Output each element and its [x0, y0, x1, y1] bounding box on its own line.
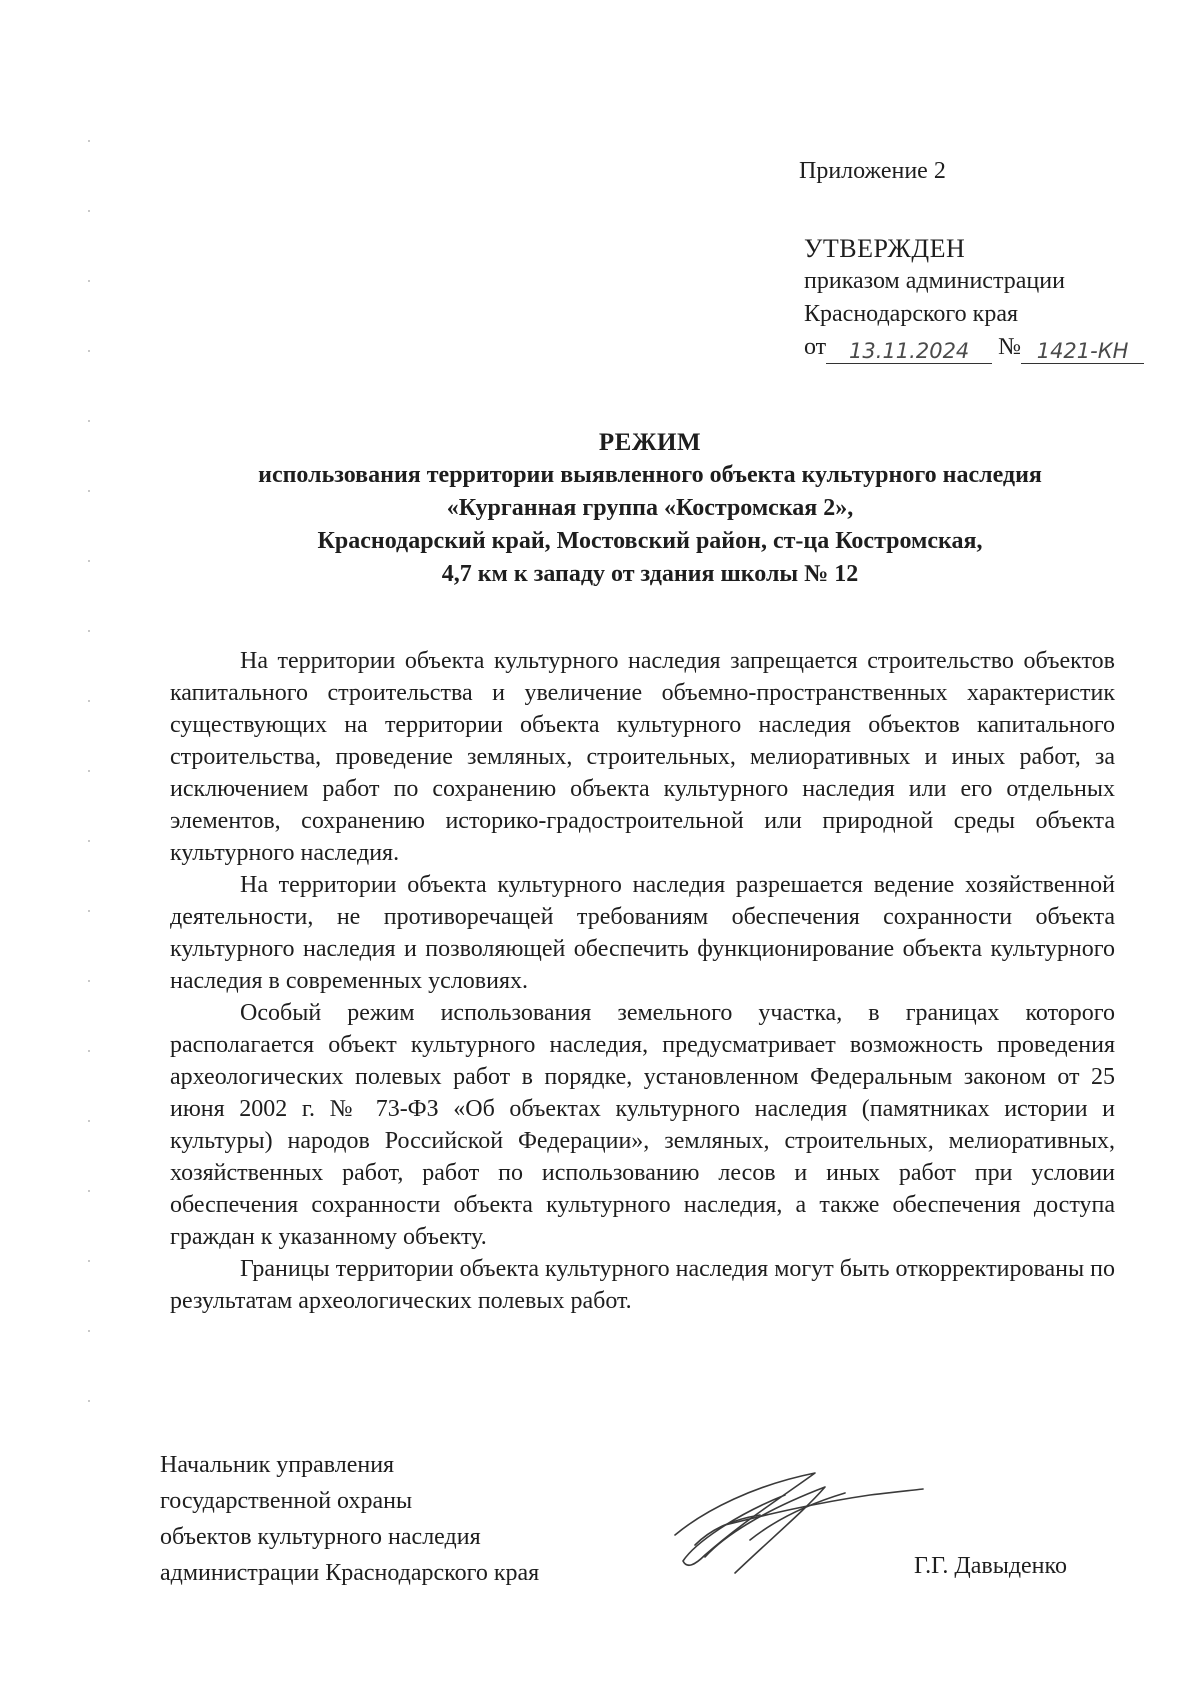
- approval-title: УТВЕРЖДЕН: [804, 234, 966, 263]
- header-line-2: «Курганная группа «Костромская 2»,: [446, 495, 854, 521]
- date-prefix: от: [804, 334, 827, 360]
- signatory-line-2: государственной охраны: [160, 1488, 413, 1514]
- header-line-3: Краснодарский край, Мостовский район, ст-ца Костромская,: [317, 528, 983, 554]
- signatory-line-1: Начальник управления: [160, 1452, 395, 1478]
- approval-line-1: приказом администрации: [804, 268, 1065, 294]
- order-date-number-line: [804, 331, 1144, 364]
- approval-block: [804, 232, 1144, 364]
- handwritten-signature: [665, 1465, 925, 1580]
- order-number-handwritten: 1421-КН: [1021, 339, 1144, 364]
- signatory-name: Г.Г. Давыденко: [914, 1553, 1067, 1579]
- approval-line-2: Краснодарского края: [804, 301, 1019, 327]
- signatory-line-4: администрации Краснодарского края: [160, 1560, 540, 1586]
- document-title: РЕЖИМ: [598, 429, 702, 456]
- number-prefix: №: [998, 334, 1022, 360]
- signatory-line-3: объектов культурного наследия: [160, 1524, 481, 1550]
- header-line-1: использования территории выявленного объекта культурного наследия: [258, 462, 1042, 488]
- header-line-4: 4,7 км к западу от здания школы № 12: [441, 561, 859, 587]
- paragraph-1: На территории объекта культурного наследия запрещается строительство объектов капитального строительства и увеличение объемно-пространственных характеристик существующих на территории объекта культурного наследия объектов капитального строительства, проведение земляных, строительных, мелиоративных и иных работ, за исключением работ по сохранению объекта культурного наследия или его отдельных элементов, сохранению историко-градостроительной или природной среды объекта культурного наследия.: [170, 648, 1115, 866]
- paragraph-2: На территории объекта культурного наследия разрешается ведение хозяйственной деятельности, не противоречащей требованиям обеспечения сохранности объекта культурного наследия и позволяющей обеспечить функционирование объекта культурного наследия в современных условиях.: [170, 872, 1115, 994]
- document-body: [170, 645, 1115, 1317]
- scan-margin-marks: [88, 140, 90, 1440]
- signatory-position: [160, 1447, 539, 1591]
- document-header: [150, 426, 1150, 591]
- paragraph-4: Границы территории объекта культурного наследия могут быть откорректированы по результатам археологических полевых работ.: [170, 1256, 1115, 1314]
- paragraph-3: Особый режим использования земельного участка, в границах которого располагается объект культурного наследия, предусматривает возможность проведения археологических полевых работ в порядке, установленном Федеральным законом от 25 июня 2002 г. № 73-ФЗ «Об объектах культурного наследия (памятниках истории и культуры) народов Российской Федерации», земляных, строительных, мелиоративных, хозяйственных работ, работ по использованию лесов и иных работ при условии обеспечения сохранности объекта культурного наследия, а также обеспечения доступа граждан к указанному объекту.: [170, 1000, 1115, 1250]
- appendix-label: Приложение 2: [799, 158, 946, 184]
- order-date-handwritten: 13.11.2024: [826, 339, 992, 364]
